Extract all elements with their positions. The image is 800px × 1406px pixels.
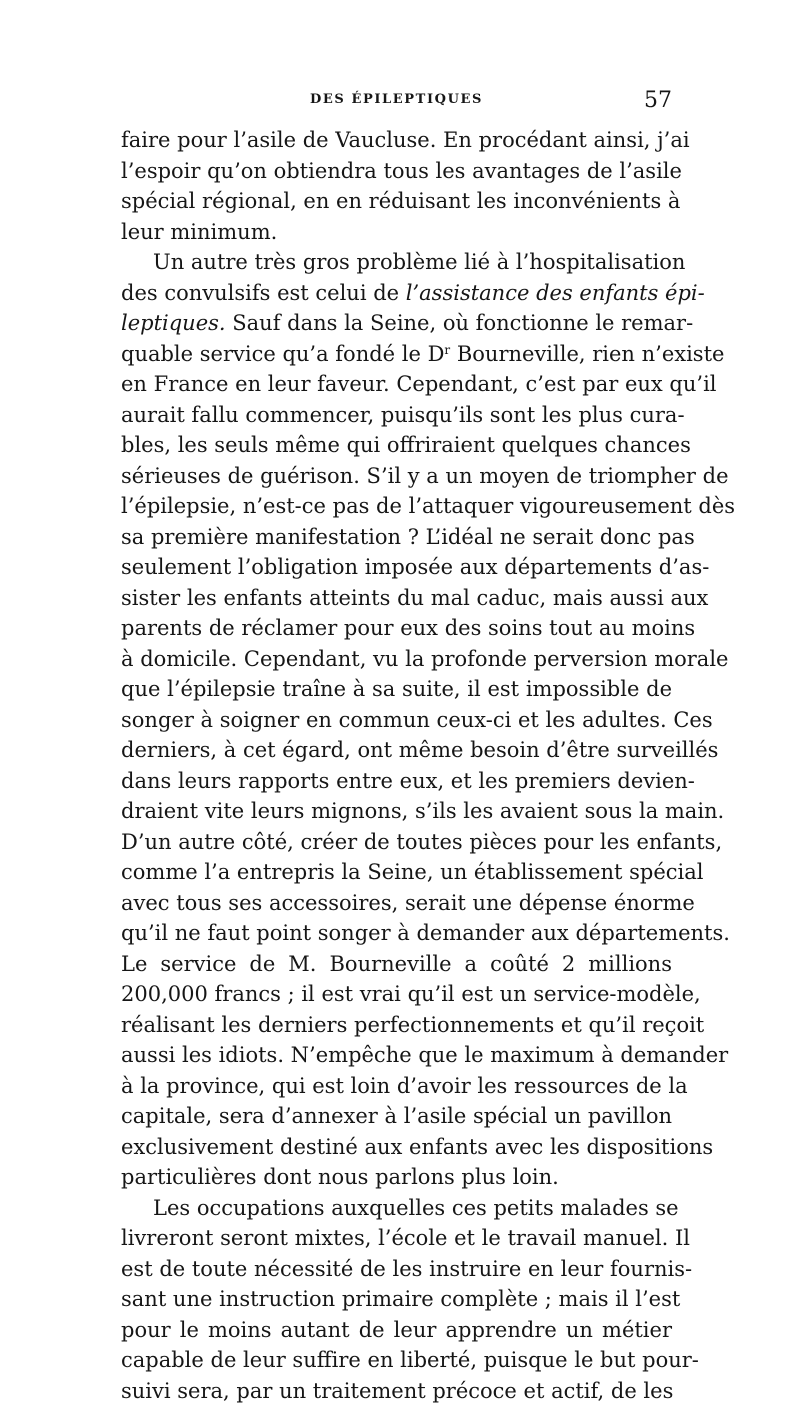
page-number: 57 xyxy=(644,88,672,113)
text-line: comme l’a entrepris la Seine, un établissement spécial xyxy=(121,857,672,888)
italic-phrase: leptiques. xyxy=(121,311,226,335)
text-line: à la province, qui est loin d’avoir les ressources de la xyxy=(121,1071,672,1102)
text-line: draient vite leurs mignons, s’ils les avaient sous la main. xyxy=(121,796,672,827)
text-line: leur minimum. xyxy=(121,217,672,248)
text-line: aurait fallu commencer, puisqu’ils sont les plus cura- xyxy=(121,400,672,431)
text-segment: Bourneville, rien n’existe xyxy=(450,342,724,366)
text-line: faire pour l’asile de Vaucluse. En procédant ainsi, j’ai xyxy=(121,125,672,156)
paragraph-start-line: Les occupations auxquelles ces petits malades se xyxy=(121,1193,672,1224)
text-line: sa première manifestation ? L’idéal ne serait donc pas xyxy=(121,522,672,553)
text-line: l’espoir qu’on obtiendra tous les avantages de l’asile xyxy=(121,156,672,187)
text-line: l’épilepsie, n’est-ce pas de l’attaquer vigoureusement dès xyxy=(121,491,672,522)
text-line: particulières dont nous parlons plus loin. xyxy=(121,1162,672,1193)
text-line: pour le moins autant de leur apprendre un métier xyxy=(121,1315,672,1346)
text-line: derniers, à cet égard, ont même besoin d’être surveillés xyxy=(121,735,672,766)
superscript: r xyxy=(444,343,450,357)
text-segment: quable service qu’a fondé le D xyxy=(121,342,444,366)
book-page xyxy=(121,88,672,1406)
text-line: capitale, sera d’annexer à l’asile spécial un pavillon xyxy=(121,1101,672,1132)
text-line: seulement l’obligation imposée aux départements d’as- xyxy=(121,552,672,583)
text-segment: des convulsifs est celui de xyxy=(121,281,406,305)
text-line: suivi sera, par un traitement précoce et actif, de les xyxy=(121,1376,672,1406)
text-line xyxy=(121,308,672,339)
text-line: à domicile. Cependant, vu la profonde perversion morale xyxy=(121,644,672,675)
text-line: bles, les seuls même qui offriraient quelques chances xyxy=(121,430,672,461)
text-line: qu’il ne faut point songer à demander aux départements. xyxy=(121,918,672,949)
text-line: songer à soigner en commun ceux-ci et les adultes. Ces xyxy=(121,705,672,736)
text-line: en France en leur faveur. Cependant, c’est par eux qu’il xyxy=(121,369,672,400)
text-line: sant une instruction primaire complète ; mais il l’est xyxy=(121,1284,672,1315)
running-title: DES ÉPILEPTIQUES xyxy=(121,92,672,107)
text-line: réalisant les derniers perfectionnements et qu’il reçoit xyxy=(121,1010,672,1041)
text-line: aussi les idiots. N’empêche que le maximum à demander xyxy=(121,1040,672,1071)
text-line xyxy=(121,278,672,309)
text-line: sister les enfants atteints du mal caduc, mais aussi aux xyxy=(121,583,672,614)
text-line: dans leurs rapports entre eux, et les premiers devien- xyxy=(121,766,672,797)
text-line: livreront seront mixtes, l’école et le travail manuel. Il xyxy=(121,1223,672,1254)
text-line: avec tous ses accessoires, serait une dépense énorme xyxy=(121,888,672,919)
paragraph-start-line: Un autre très gros problème lié à l’hospitalisation xyxy=(121,247,672,278)
text-segment: Sauf dans la Seine, où fonctionne le remar- xyxy=(226,311,694,335)
text-line: exclusivement destiné aux enfants avec les dispositions xyxy=(121,1132,672,1163)
text-line: Le service de M. Bourneville a coûté 2 millions xyxy=(121,949,672,980)
text-line: parents de réclamer pour eux des soins tout au moins xyxy=(121,613,672,644)
text-line: est de toute nécessité de les instruire en leur fournis- xyxy=(121,1254,672,1285)
text-line xyxy=(121,339,672,370)
italic-phrase: l’assistance des enfants épi- xyxy=(406,281,705,305)
text-line: D’un autre côté, créer de toutes pièces pour les enfants, xyxy=(121,827,672,858)
text-line: que l’épilepsie traîne à sa suite, il est impossible de xyxy=(121,674,672,705)
body-text xyxy=(121,125,672,1406)
text-line: spécial régional, en en réduisant les inconvénients à xyxy=(121,186,672,217)
text-line: sérieuses de guérison. S’il y a un moyen de triompher de xyxy=(121,461,672,492)
text-line: capable de leur suffire en liberté, puisque le but pour- xyxy=(121,1345,672,1376)
running-header xyxy=(121,88,672,122)
text-line: 200,000 francs ; il est vrai qu’il est un service-modèle, xyxy=(121,979,672,1010)
